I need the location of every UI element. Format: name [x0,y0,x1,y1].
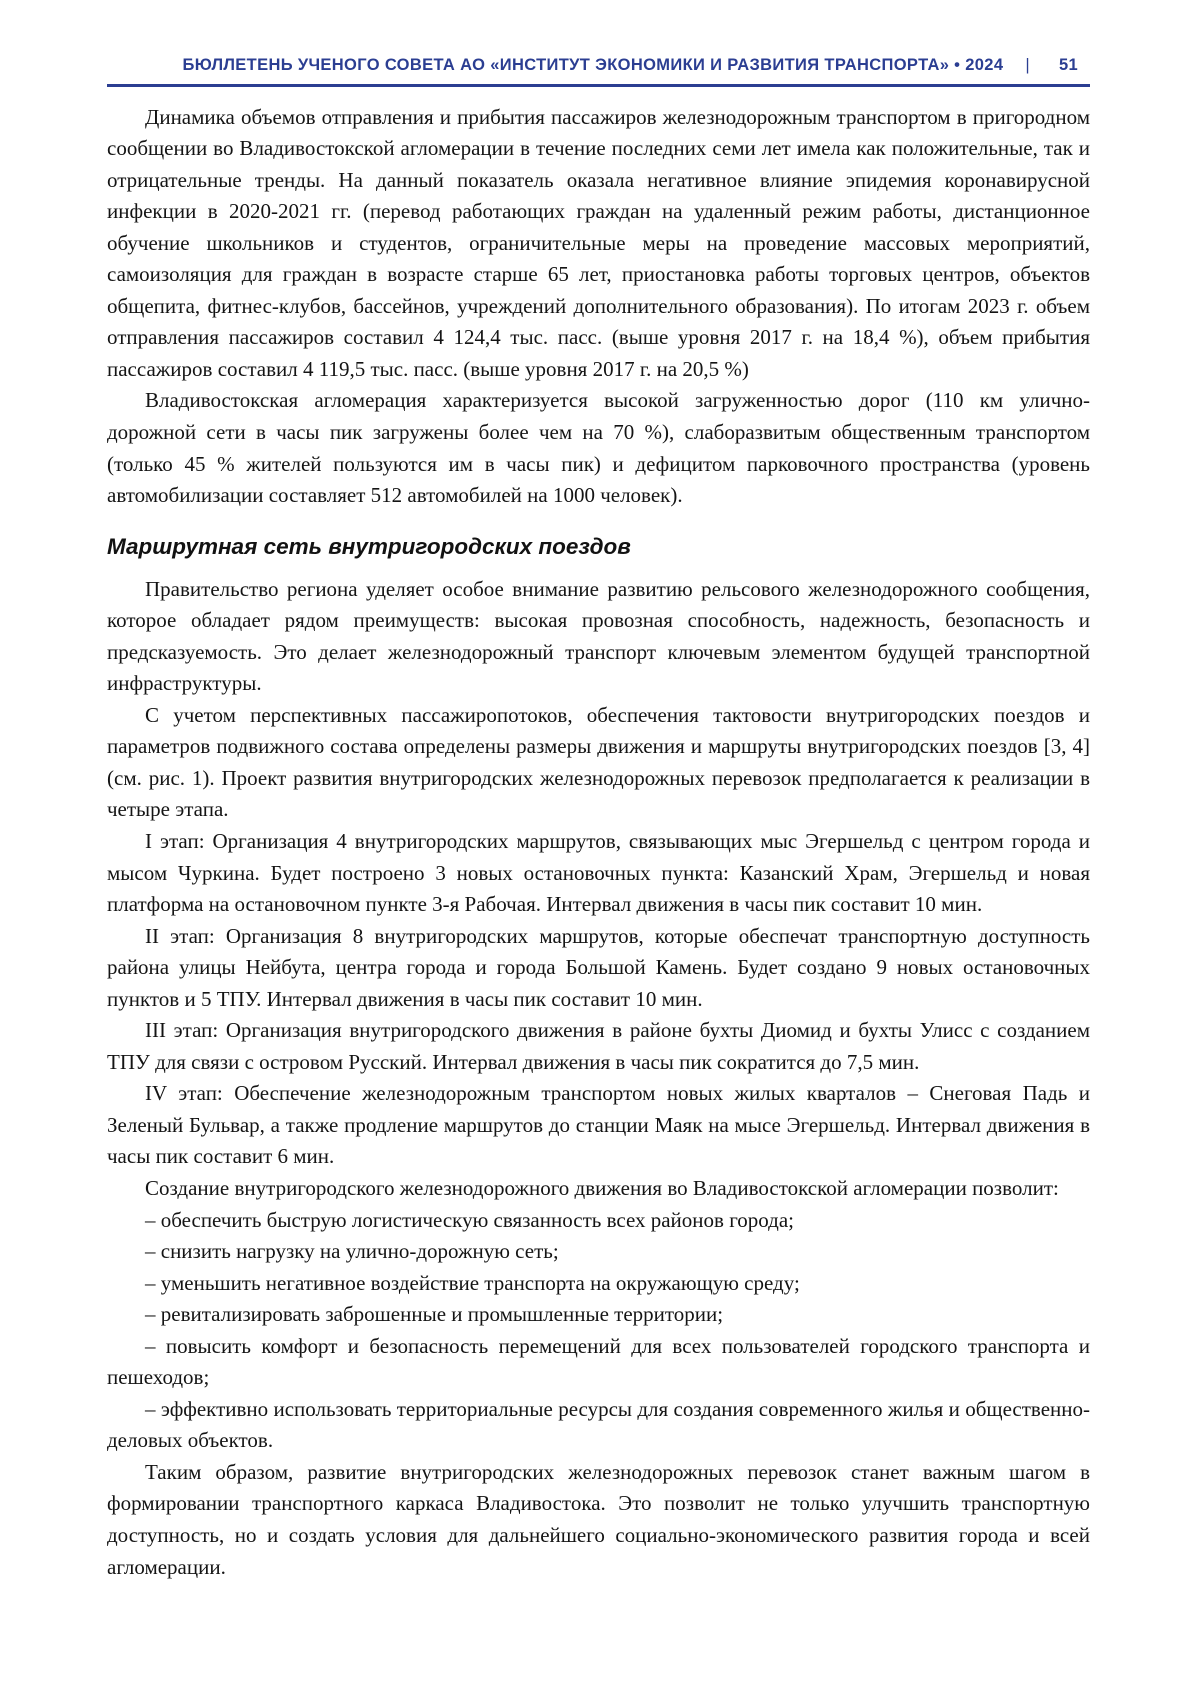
benefit-item: – снизить нагрузку на улично-дорожную сеть; [145,1239,559,1264]
paragraph-benefits-lead: Создание внутригородского железнодорожного движения во Владивостокской агломерации позволит: [145,1176,1059,1200]
benefit-item: – уменьшить негативное воздействие транспорта на окружающую среду; [145,1270,800,1295]
paragraph-stage-3: III этап: Организация внутригородского движения в районе бухты Диомид и бухты Улисс с созданием ТПУ для связи с островом Русский. Интервал движения в часы пик сократится до 7,5 мин. [107,1018,1090,1074]
paragraph-stage-4: IV этап: Обеспечение железнодорожным транспортом новых жилых кварталов – Снеговая Падь и Зеленый Бульвар, а также продление маршрутов до станции Маяк на мысе Эгершельд. Интервал движения в часы пик составит 6 мин. [107,1081,1090,1169]
paragraph-stage-2: II этап: Организация 8 внутригородских маршрутов, которые обеспечат транспортную доступность района улицы Нейбута, центра города и города Большой Камень. Будет создано 9 новых остановочных пунктов и 5 ТПУ. Интервал движения в часы пик составит 10 мин. [107,923,1090,1011]
page-header [107,56,1090,87]
document-body [107,102,1090,1584]
running-header [107,56,1090,75]
benefit-item: – повысить комфорт и безопасность перемещений для всех пользователей городского транспорта и пешеходов; [107,1333,1090,1390]
paragraph-stage-1: I этап: Организация 4 внутригородских маршрутов, связывающих мыс Эгершельд с центром города и мысом Чуркина. Будет построено 3 новых остановочных пункта: Казанский Храм, Эгершельд и новая платформа на остановочном пункте 3-я Рабочая. Интервал движения в часы пик составит 10 мин. [107,828,1090,917]
header-separator: | [1025,56,1030,74]
paragraph-intro-2: Владивостокская агломерация характеризуется высокой загруженностью дорог (110 км улично-дорожной сети в часы пик загружены более чем на 70 %), слаборазвитым общественным транспортом (только 45 % жителей пользуются им в часы пик) и дефицитом парковочного пространства (уровень автомобилизации составляет 512 автомобилей на 1000 человек). [107,388,1090,508]
section-heading: Маршрутная сеть внутригородских поездов [107,533,631,559]
paragraph-section-2: С учетом перспективных пассажиропотоков, обеспечения тактовости внутригородских поездов и параметров подвижного состава определены размеры движения и маршруты внутригородских поездов [3, 4] (см. рис. 1). Проект развития внутригородских железнодорожных перевозок предполагается к реализации в четыре этапа. [107,702,1090,822]
journal-title: БЮЛЛЕТЕНЬ УЧЕНОГО СОВЕТА АО «ИНСТИТУТ ЭКОНОМИКИ И РАЗВИТИЯ ТРАНСПОРТА» • 2024 [182,56,1004,74]
paragraph-closing: Таким образом, развитие внутригородских железнодорожных перевозок станет важным шагом в формировании транспортного каркаса Владивостока. Это позволит не только улучшить транспортную доступность, но и создать условия для дальнейшего социально-экономического развития города и всей агломерации. [107,1459,1090,1579]
benefit-item: – ревитализировать заброшенные и промышленные территории; [145,1302,724,1327]
header-rule [107,84,1090,87]
paragraph-intro-1: Динамика объемов отправления и прибытия пассажиров железнодорожным транспортом в пригородном сообщении во Владивостокской агломерации в течение последних семи лет имела как положительные, так и отрицательные тренды. На данный показатель оказала негативное влияние эпидемия коронавирусной инфекции в 2020-2021 гг. (перевод работающих граждан на удаленный режим работы, дистанционное обучение школьников и студентов, ограничительные меры на проведение массовых мероприятий, самоизоляция для граждан в возрасте старше 65 лет, приостановка работы торговых центров, объектов общепита, фитнес-клубов, бассейнов, учреждений дополнительного образования). По итогам 2023 г. объем отправления пассажиров составил 4 124,4 тыс. пасс. (выше уровня 2017 г. на 18,4 %), объем прибытия пассажиров составил 4 119,5 тыс. пасс. (выше уровня 2017 г. на 20,5 %) [107,104,1090,381]
benefit-item: – эффективно использовать территориальные ресурсы для создания современного жилья и общественно-деловых объектов. [107,1396,1090,1453]
page-number: 51 [1058,56,1078,74]
paragraph-section-1: Правительство региона уделяет особое внимание развитию рельсового железнодорожного сообщения, которое обладает рядом преимуществ: высокая провозная способность, надежность, безопасность и предсказуемость. Это делает железнодорожный транспорт ключевым элементом будущей транспортной инфраструктуры. [107,576,1090,696]
benefit-item: – обеспечить быструю логистическую связанность всех районов города; [145,1207,795,1232]
